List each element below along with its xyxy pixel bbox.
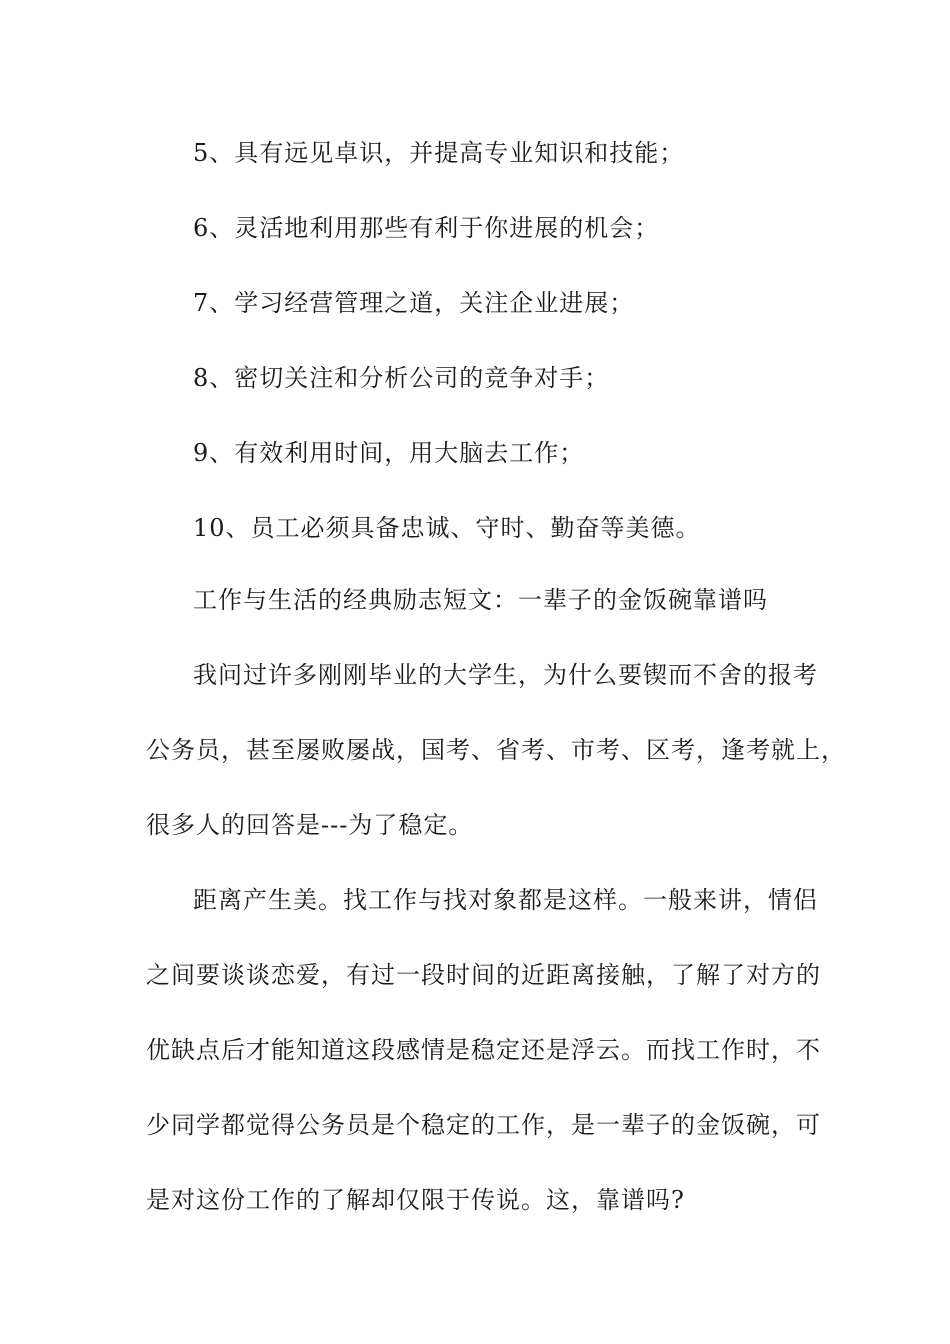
paragraph-2-line-3: 优缺点后才能知道这段感情是稳定还是浮云。而找工作时，不: [146, 1036, 821, 1064]
list-item-6: 6、灵活地利用那些有利于你进展的机会；: [193, 214, 660, 242]
paragraph-2-line-5: 是对这份工作的了解却仅限于传说。这，靠谱吗?: [146, 1186, 685, 1214]
list-item-9: 9、有效利用时间，用大脑去工作；: [193, 439, 585, 467]
paragraph-1-line-2: 公务员，甚至屡败屡战，国考、省考、市考、区考，逢考就上，: [146, 736, 846, 764]
list-item-7: 7、学习经营管理之道，关注企业进展；: [193, 289, 635, 317]
paragraph-2-line-4: 少同学都觉得公务员是个稳定的工作，是一辈子的金饭碗，可: [146, 1111, 821, 1139]
list-item-10: 10、员工必须具备忠诚、守时、勤奋等美德。: [193, 514, 701, 542]
paragraph-2-line-2: 之间要谈谈恋爱，有过一段时间的近距离接触，了解了对方的: [146, 961, 821, 989]
list-item-5: 5、具有远见卓识，并提高专业知识和技能；: [193, 139, 685, 167]
list-item-8: 8、密切关注和分析公司的竞争对手；: [193, 364, 610, 392]
section-heading: 工作与生活的经典励志短文：一辈子的金饭碗靠谱吗: [193, 586, 768, 614]
paragraph-1-line-3: 很多人的回答是---为了稳定。: [146, 811, 474, 839]
paragraph-1-line-1: 我问过许多刚刚毕业的大学生，为什么要锲而不舍的报考: [193, 661, 818, 689]
paragraph-2-line-1: 距离产生美。找工作与找对象都是这样。一般来讲，情侣: [193, 886, 818, 914]
